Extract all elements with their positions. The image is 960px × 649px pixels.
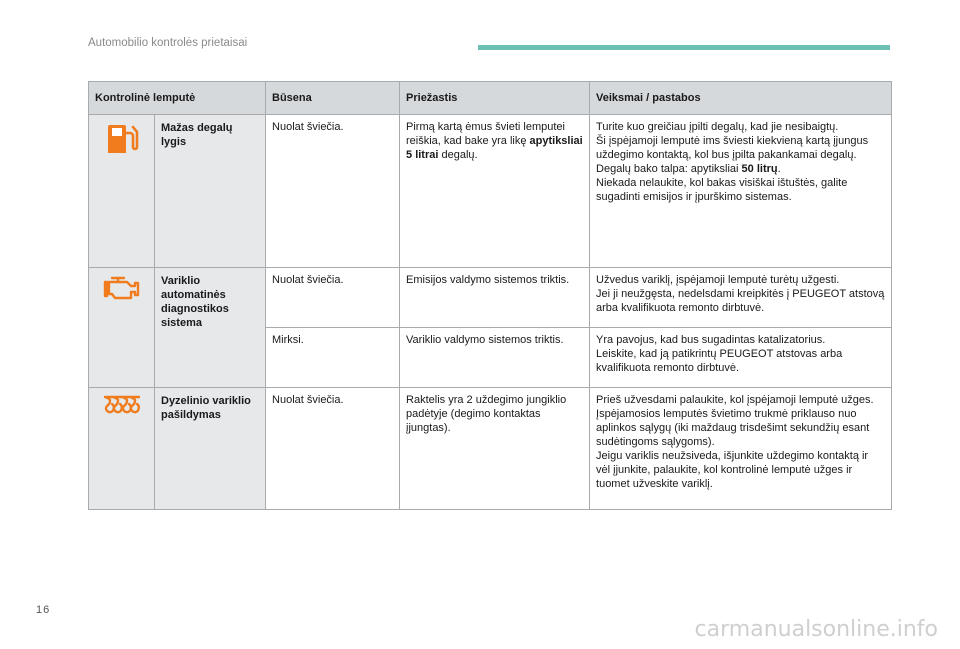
lamp-cause: Raktelis yra 2 uždegimo jungiklio padėtyje (degimo kontaktas įjungtas). <box>400 388 590 510</box>
lamp-status: Nuolat šviečia. <box>266 115 400 268</box>
engine-icon <box>95 274 148 302</box>
lamp-name: Variklio automatinės diagnostikos sistema <box>155 268 266 388</box>
lamp-name: Mažas degalų lygis <box>155 115 266 268</box>
table-row <box>89 388 892 510</box>
lamp-name: Dyzelinio variklio pašildymas <box>155 388 266 510</box>
watermark: carmanualsonline.info <box>694 617 938 642</box>
lamp-status: Nuolat šviečia. <box>266 268 400 328</box>
table-row <box>89 115 892 268</box>
column-header-lamp: Kontrolinė lemputė <box>89 82 266 115</box>
column-header-status: Būsena <box>266 82 400 115</box>
lamp-actions: Turite kuo greičiau įpilti degalų, kad jie nesibaigtų. Ši įspėjamoji lemputė ims šviesti kiekvieną kartą įjungus uždegimo kontaktą, kol bus įpilta pakankamai degalų. Degalų bako talpa: apytiksliai 50 litrų. Niekada nelaukite, kol bakas visiškai ištuštės, galite sugadinti emisijos ir įpurškimo sistemas. <box>590 115 892 268</box>
lamp-status: Nuolat šviečia. <box>266 388 400 510</box>
warning-lamps-table <box>88 81 892 510</box>
fuel-pump-icon <box>95 121 148 157</box>
section-title: Automobilio kontrolės prietaisai <box>88 37 248 49</box>
column-header-actions: Veiksmai / pastabos <box>590 82 892 115</box>
lamp-status: Mirksi. <box>266 328 400 388</box>
table-header-row <box>89 82 892 115</box>
table-row <box>89 268 892 328</box>
lamp-actions: Užvedus variklį, įspėjamoji lemputė turėtų užgesti. Jei ji neužgęsta, nedelsdami kreipkitės į PEUGEOT atstovą arba kvalifikuota remonto dirbtuvė. <box>590 268 892 328</box>
glow-plug-icon <box>95 394 148 416</box>
lamp-icon-cell <box>89 115 155 268</box>
page-number: 16 <box>36 604 51 616</box>
lamp-icon-cell <box>89 388 155 510</box>
lamp-cause: Pirmą kartą ėmus švieti lemputei reiškia, kad bake yra likę apytiksliai 5 litrai degalų. <box>400 115 590 268</box>
lamp-actions: Prieš užvesdami palaukite, kol įspėjamoji lemputė užges. Įspėjamosios lemputės švietimo trukmė priklauso nuo aplinkos sąlygų (iki maždaug trisdešimt sekundžių esant sudėtingoms sąlygoms). Jeigu variklis neužsiveda, išjunkite uždegimo kontaktą ir vėl įjunkite, palaukite, kol kontrolinė lemputė užges ir tuomet užveskite variklį. <box>590 388 892 510</box>
lamp-cause: Variklio valdymo sistemos triktis. <box>400 328 590 388</box>
lamp-icon-cell <box>89 268 155 388</box>
lamp-actions: Yra pavojus, kad bus sugadintas katalizatorius. Leiskite, kad ją patikrintų PEUGEOT atstovas arba kvalifikuota remonto dirbtuvė. <box>590 328 892 388</box>
lamp-cause: Emisijos valdymo sistemos triktis. <box>400 268 590 328</box>
header-accent-bar <box>478 45 890 50</box>
column-header-cause: Priežastis <box>400 82 590 115</box>
